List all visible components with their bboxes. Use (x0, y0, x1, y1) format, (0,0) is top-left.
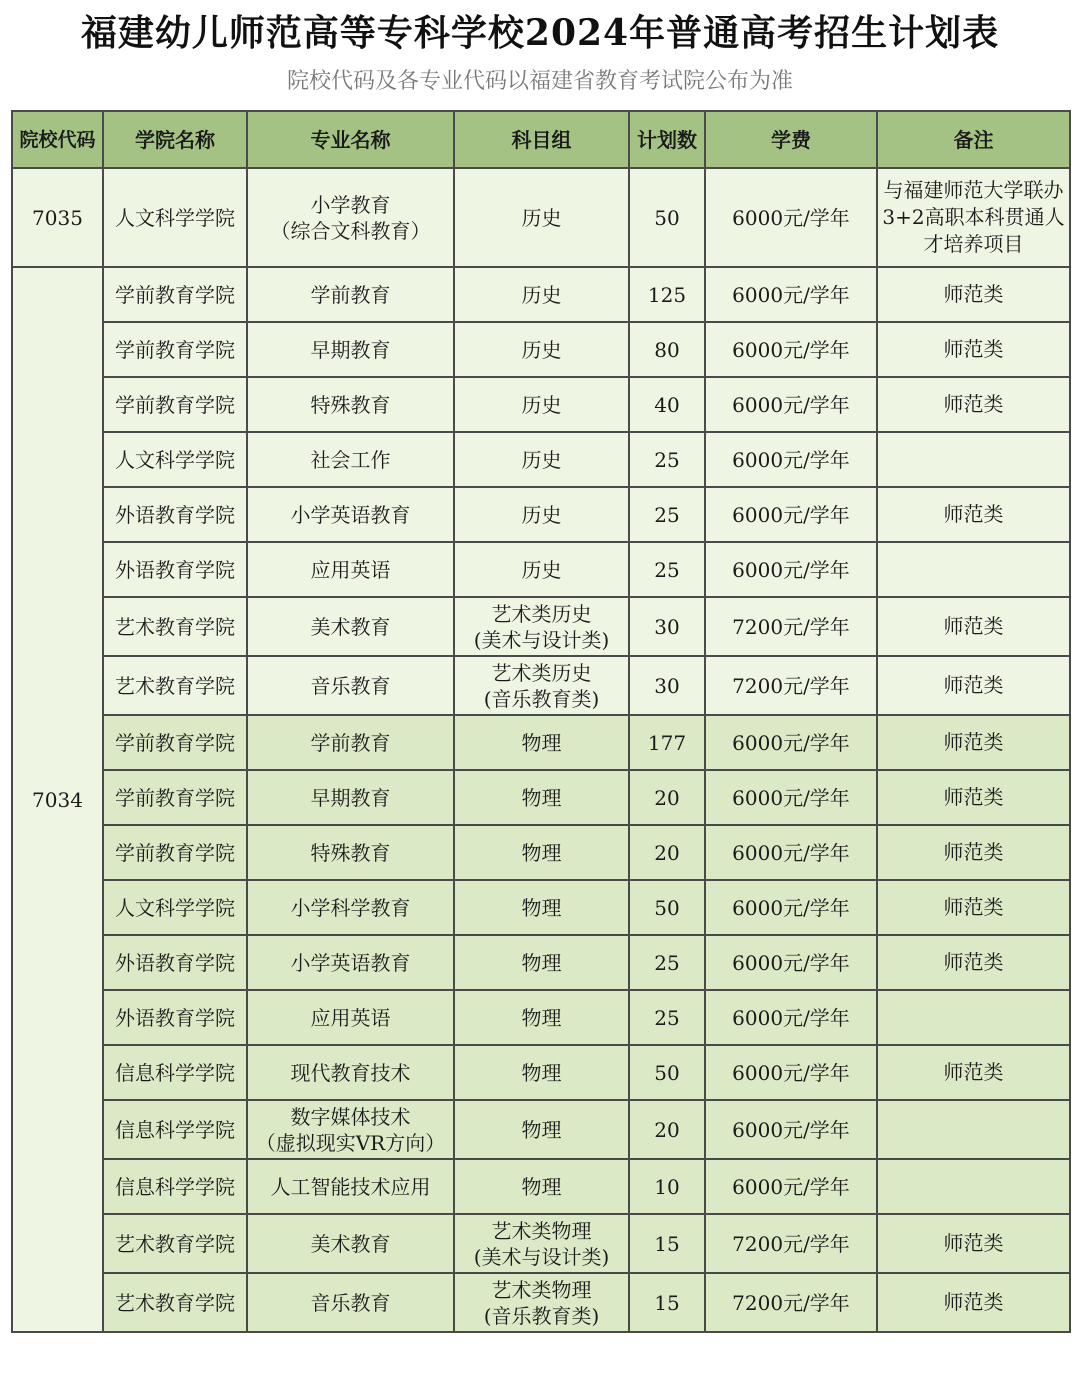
plan-cell: 177 (629, 715, 705, 770)
table-row (12, 990, 1070, 1045)
major-cell: 小学英语教育 (247, 487, 454, 542)
fee-cell: 6000元/学年 (705, 377, 877, 432)
plan-cell: 15 (629, 1214, 705, 1273)
major-cell: 早期教育 (247, 322, 454, 377)
note-cell (877, 1100, 1070, 1159)
note-cell: 师范类 (877, 1045, 1070, 1100)
plan-cell: 15 (629, 1273, 705, 1332)
table-row (12, 770, 1070, 825)
group-cell (454, 656, 629, 715)
note-cell: 师范类 (877, 1214, 1070, 1273)
college-cell: 信息科学学院 (103, 1159, 247, 1214)
note-cell: 师范类 (877, 880, 1070, 935)
fee-cell: 7200元/学年 (705, 597, 877, 656)
group-subtitle: (美术与设计类) (473, 1244, 610, 1269)
note-cell: 师范类 (877, 267, 1070, 322)
fee-cell: 6000元/学年 (705, 432, 877, 487)
fee-cell: 6000元/学年 (705, 1159, 877, 1214)
major-cell (247, 168, 454, 267)
college-cell: 学前教育学院 (103, 322, 247, 377)
college-cell: 学前教育学院 (103, 825, 247, 880)
major-cell: 人工智能技术应用 (247, 1159, 454, 1214)
table-row (12, 880, 1070, 935)
header-college: 学院名称 (103, 111, 247, 168)
college-cell: 人文科学学院 (103, 432, 247, 487)
group-cell: 物理 (454, 770, 629, 825)
table-row (12, 168, 1070, 267)
group-cell: 物理 (454, 990, 629, 1045)
table-row (12, 715, 1070, 770)
group-name: 艺术类历史 (491, 660, 592, 685)
group-cell: 历史 (454, 322, 629, 377)
plan-cell: 80 (629, 322, 705, 377)
group-cell: 历史 (454, 168, 629, 267)
plan-cell: 20 (629, 770, 705, 825)
fee-cell: 6000元/学年 (705, 267, 877, 322)
major-subtitle: （虚拟现实VR方向） (255, 1130, 446, 1155)
major-cell: 音乐教育 (247, 1273, 454, 1332)
group-cell (454, 1273, 629, 1332)
plan-cell: 25 (629, 487, 705, 542)
major-cell: 社会工作 (247, 432, 454, 487)
note-cell: 师范类 (877, 322, 1070, 377)
plan-cell: 25 (629, 990, 705, 1045)
group-cell: 历史 (454, 542, 629, 597)
fee-cell: 6000元/学年 (705, 322, 877, 377)
group-name: 艺术类物理 (491, 1218, 592, 1243)
fee-cell: 7200元/学年 (705, 656, 877, 715)
note-cell: 师范类 (877, 597, 1070, 656)
college-cell: 信息科学学院 (103, 1100, 247, 1159)
group-cell: 物理 (454, 1045, 629, 1100)
group-cell: 物理 (454, 880, 629, 935)
note-cell (877, 990, 1070, 1045)
group-cell: 历史 (454, 487, 629, 542)
major-cell: 特殊教育 (247, 377, 454, 432)
major-name: 数字媒体技术 (290, 1104, 411, 1129)
header-plan: 计划数 (629, 111, 705, 168)
major-name: 小学教育 (310, 192, 391, 217)
header-fee: 学费 (705, 111, 877, 168)
table-row (12, 1100, 1070, 1159)
fee-cell: 7200元/学年 (705, 1273, 877, 1332)
college-cell: 人文科学学院 (103, 880, 247, 935)
group-cell: 物理 (454, 1100, 629, 1159)
major-subtitle: （综合文科教育） (270, 218, 431, 243)
note-cell (877, 542, 1070, 597)
group-subtitle: (美术与设计类) (473, 627, 610, 652)
note-cell (877, 1159, 1070, 1214)
table-row (12, 487, 1070, 542)
school-code-cell: 7034 (12, 267, 103, 1332)
major-cell: 小学科学教育 (247, 880, 454, 935)
group-name: 艺术类物理 (491, 1277, 592, 1302)
table-row (12, 1159, 1070, 1214)
table-header-row (12, 111, 1070, 168)
enrollment-plan-table (11, 110, 1071, 1333)
header-group: 科目组 (454, 111, 629, 168)
major-cell (247, 1100, 454, 1159)
group-name: 艺术类历史 (491, 601, 592, 626)
college-cell: 艺术教育学院 (103, 656, 247, 715)
note-cell: 师范类 (877, 377, 1070, 432)
major-cell: 特殊教育 (247, 825, 454, 880)
note-cell (877, 432, 1070, 487)
plan-cell: 30 (629, 656, 705, 715)
fee-cell: 6000元/学年 (705, 168, 877, 267)
note-cell: 师范类 (877, 825, 1070, 880)
college-cell: 艺术教育学院 (103, 1214, 247, 1273)
group-cell: 物理 (454, 935, 629, 990)
table-row (12, 377, 1070, 432)
group-cell: 物理 (454, 715, 629, 770)
group-cell: 历史 (454, 377, 629, 432)
plan-cell: 30 (629, 597, 705, 656)
page-subtitle: 院校代码及各专业代码以福建省教育考试院公布为准 (286, 69, 793, 94)
major-cell: 美术教育 (247, 1214, 454, 1273)
fee-cell: 6000元/学年 (705, 715, 877, 770)
major-cell: 音乐教育 (247, 656, 454, 715)
table-row (12, 542, 1070, 597)
major-cell: 美术教育 (247, 597, 454, 656)
college-cell: 外语教育学院 (103, 990, 247, 1045)
college-cell: 外语教育学院 (103, 487, 247, 542)
plan-cell: 50 (629, 880, 705, 935)
college-cell: 信息科学学院 (103, 1045, 247, 1100)
table-row (12, 825, 1070, 880)
group-subtitle: (音乐教育类) (483, 686, 600, 711)
college-cell: 艺术教育学院 (103, 597, 247, 656)
school-code-cell: 7035 (12, 168, 103, 267)
college-cell: 学前教育学院 (103, 715, 247, 770)
group-subtitle: (音乐教育类) (483, 1303, 600, 1328)
college-cell: 学前教育学院 (103, 267, 247, 322)
table-row (12, 432, 1070, 487)
table-row (12, 1045, 1070, 1100)
note-cell: 师范类 (877, 715, 1070, 770)
plan-cell: 40 (629, 377, 705, 432)
header-note: 备注 (877, 111, 1070, 168)
note-cell: 师范类 (877, 656, 1070, 715)
major-cell: 小学英语教育 (247, 935, 454, 990)
plan-cell: 25 (629, 935, 705, 990)
college-cell: 学前教育学院 (103, 377, 247, 432)
note-cell: 师范类 (877, 935, 1070, 990)
group-cell: 物理 (454, 1159, 629, 1214)
table-row (12, 267, 1070, 322)
college-cell: 外语教育学院 (103, 542, 247, 597)
table-row (12, 322, 1070, 377)
major-cell: 现代教育技术 (247, 1045, 454, 1100)
fee-cell: 7200元/学年 (705, 1214, 877, 1273)
plan-cell: 10 (629, 1159, 705, 1214)
fee-cell: 6000元/学年 (705, 1045, 877, 1100)
college-cell: 学前教育学院 (103, 770, 247, 825)
fee-cell: 6000元/学年 (705, 990, 877, 1045)
note-cell: 与福建师范大学联办3+2高职本科贯通人才培养项目 (877, 168, 1070, 267)
group-cell (454, 597, 629, 656)
fee-cell: 6000元/学年 (705, 1100, 877, 1159)
header-code: 院校代码 (12, 111, 103, 168)
plan-cell: 25 (629, 542, 705, 597)
major-cell: 学前教育 (247, 267, 454, 322)
table-row (12, 1273, 1070, 1332)
major-cell: 学前教育 (247, 715, 454, 770)
fee-cell: 6000元/学年 (705, 825, 877, 880)
group-cell: 历史 (454, 267, 629, 322)
note-cell: 师范类 (877, 1273, 1070, 1332)
header-major: 专业名称 (247, 111, 454, 168)
fee-cell: 6000元/学年 (705, 770, 877, 825)
plan-cell: 50 (629, 1045, 705, 1100)
plan-cell: 25 (629, 432, 705, 487)
table-row (12, 935, 1070, 990)
group-cell: 物理 (454, 825, 629, 880)
major-cell: 早期教育 (247, 770, 454, 825)
college-cell: 人文科学学院 (103, 168, 247, 267)
major-cell: 应用英语 (247, 542, 454, 597)
fee-cell: 6000元/学年 (705, 487, 877, 542)
table-row (12, 1214, 1070, 1273)
college-cell: 艺术教育学院 (103, 1273, 247, 1332)
fee-cell: 6000元/学年 (705, 935, 877, 990)
fee-cell: 6000元/学年 (705, 880, 877, 935)
group-cell (454, 1214, 629, 1273)
major-cell: 应用英语 (247, 990, 454, 1045)
plan-cell: 125 (629, 267, 705, 322)
note-cell: 师范类 (877, 770, 1070, 825)
page-title: 福建幼儿师范高等专科学校2024年普通高考招生计划表 (80, 12, 1000, 54)
group-cell: 历史 (454, 432, 629, 487)
table-row (12, 656, 1070, 715)
table-body (12, 168, 1070, 1332)
table-row (12, 597, 1070, 656)
college-cell: 外语教育学院 (103, 935, 247, 990)
fee-cell: 6000元/学年 (705, 542, 877, 597)
plan-cell: 20 (629, 1100, 705, 1159)
note-cell: 师范类 (877, 487, 1070, 542)
plan-cell: 20 (629, 825, 705, 880)
plan-cell: 50 (629, 168, 705, 267)
